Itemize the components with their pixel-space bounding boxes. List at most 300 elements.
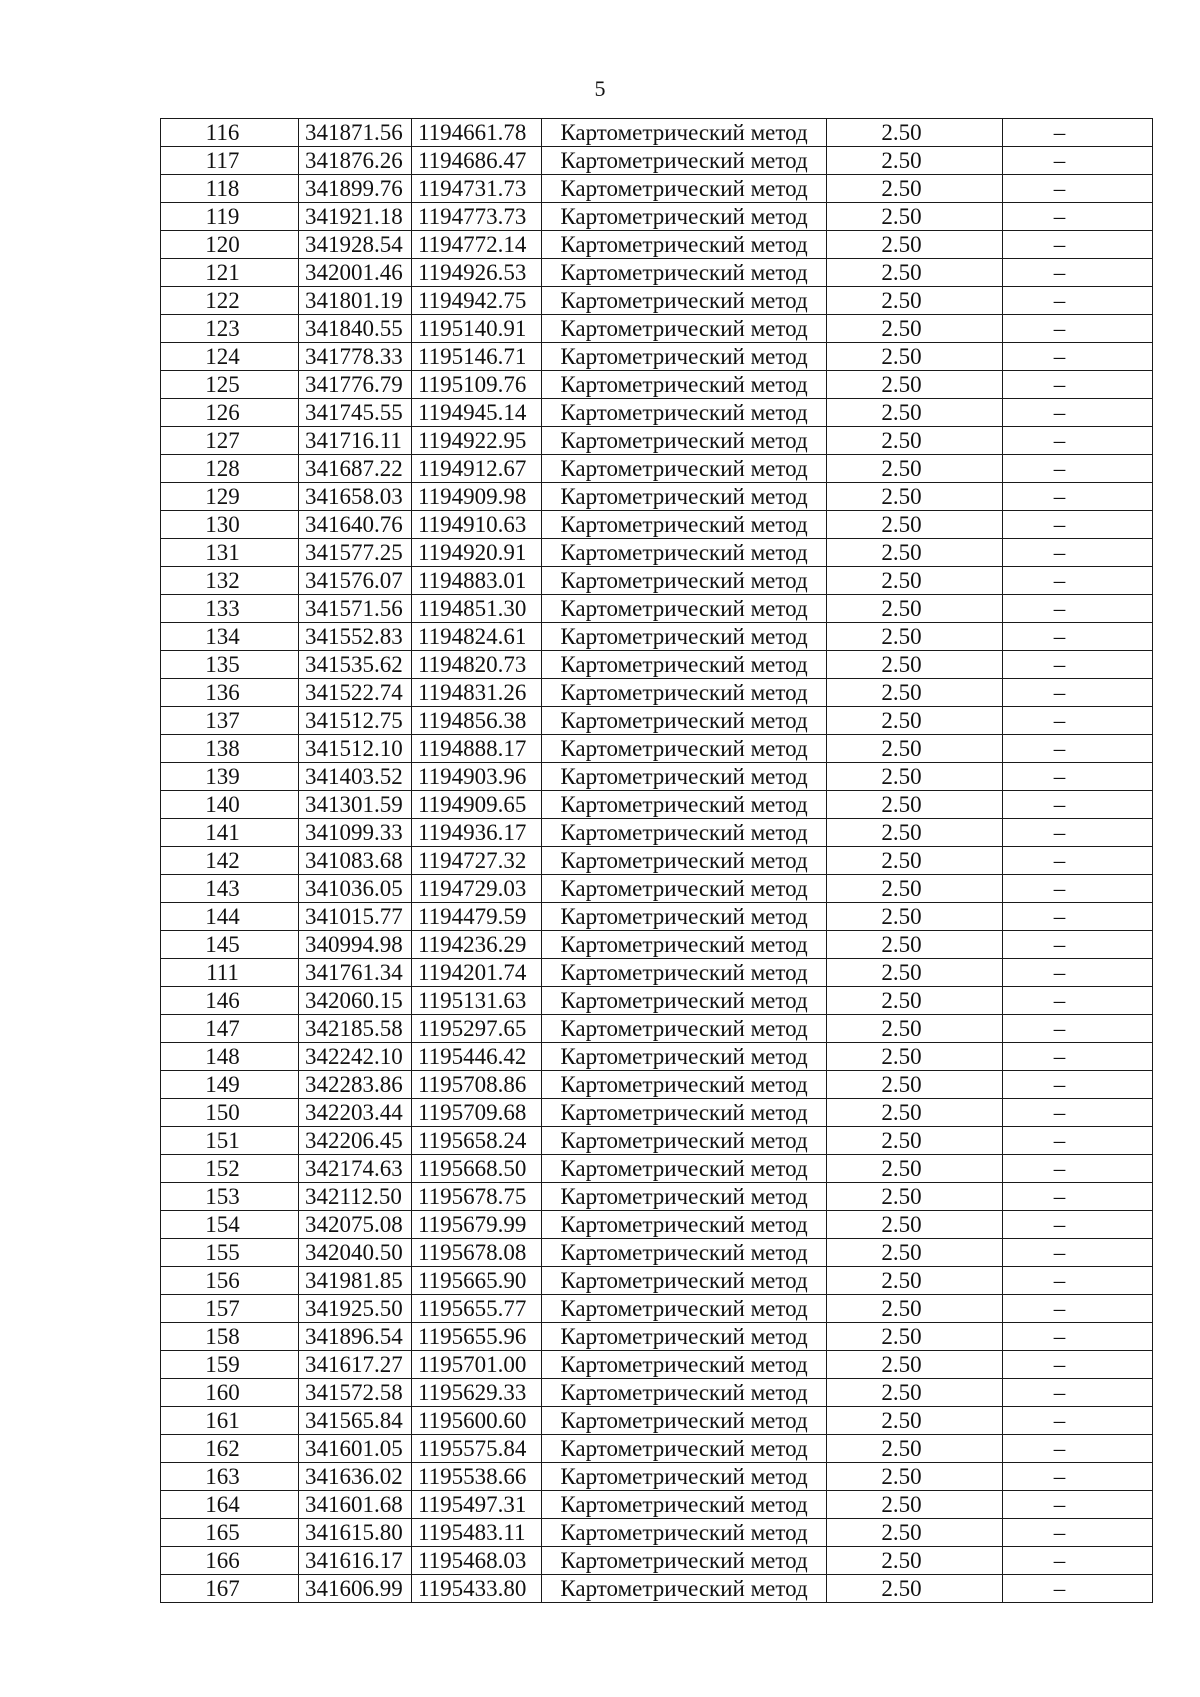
table-row <box>161 315 1153 343</box>
method-cell: Картометрический метод <box>542 1127 827 1155</box>
y-coordinate-cell: 1195629.33 <box>412 1379 542 1407</box>
accuracy-cell: 2.50 <box>827 679 1003 707</box>
method-cell: Картометрический метод <box>542 623 827 651</box>
x-coordinate-cell: 341925.50 <box>299 1295 412 1323</box>
point-number-cell: 166 <box>161 1547 299 1575</box>
point-number-cell: 140 <box>161 791 299 819</box>
point-number-cell: 121 <box>161 259 299 287</box>
accuracy-cell: 2.50 <box>827 1379 1003 1407</box>
x-coordinate-cell: 341876.26 <box>299 147 412 175</box>
y-coordinate-cell: 1194729.03 <box>412 875 542 903</box>
table-row <box>161 1183 1153 1211</box>
table-row <box>161 791 1153 819</box>
note-cell: – <box>1003 819 1153 847</box>
point-number-cell: 158 <box>161 1323 299 1351</box>
method-cell: Картометрический метод <box>542 1547 827 1575</box>
table-row <box>161 231 1153 259</box>
page-number: 5 <box>594 76 606 101</box>
accuracy-cell: 2.50 <box>827 483 1003 511</box>
x-coordinate-cell: 341036.05 <box>299 875 412 903</box>
y-coordinate-cell: 1194772.14 <box>412 231 542 259</box>
accuracy-cell: 2.50 <box>827 175 1003 203</box>
x-coordinate-cell: 341636.02 <box>299 1463 412 1491</box>
accuracy-cell: 2.50 <box>827 1071 1003 1099</box>
table-row <box>161 1575 1153 1603</box>
note-cell: – <box>1003 875 1153 903</box>
x-coordinate-cell: 342203.44 <box>299 1099 412 1127</box>
y-coordinate-cell: 1194909.98 <box>412 483 542 511</box>
y-coordinate-cell: 1194909.65 <box>412 791 542 819</box>
y-coordinate-cell: 1194926.53 <box>412 259 542 287</box>
table-row <box>161 1239 1153 1267</box>
table-row <box>161 931 1153 959</box>
coordinates-table-body <box>161 119 1153 1603</box>
method-cell: Картометрический метод <box>542 679 827 707</box>
y-coordinate-cell: 1194820.73 <box>412 651 542 679</box>
method-cell: Картометрический метод <box>542 1323 827 1351</box>
note-cell: – <box>1003 959 1153 987</box>
note-cell: – <box>1003 315 1153 343</box>
accuracy-cell: 2.50 <box>827 847 1003 875</box>
accuracy-cell: 2.50 <box>827 203 1003 231</box>
table-row <box>161 1127 1153 1155</box>
accuracy-cell: 2.50 <box>827 1351 1003 1379</box>
method-cell: Картометрический метод <box>542 1407 827 1435</box>
x-coordinate-cell: 341522.74 <box>299 679 412 707</box>
method-cell: Картометрический метод <box>542 203 827 231</box>
y-coordinate-cell: 1194236.29 <box>412 931 542 959</box>
accuracy-cell: 2.50 <box>827 259 1003 287</box>
note-cell: – <box>1003 259 1153 287</box>
x-coordinate-cell: 340994.98 <box>299 931 412 959</box>
y-coordinate-cell: 1195483.11 <box>412 1519 542 1547</box>
method-cell: Картометрический метод <box>542 791 827 819</box>
x-coordinate-cell: 341615.80 <box>299 1519 412 1547</box>
table-row <box>161 1463 1153 1491</box>
x-coordinate-cell: 341601.68 <box>299 1491 412 1519</box>
point-number-cell: 165 <box>161 1519 299 1547</box>
x-coordinate-cell: 342075.08 <box>299 1211 412 1239</box>
y-coordinate-cell: 1195468.03 <box>412 1547 542 1575</box>
point-number-cell: 156 <box>161 1267 299 1295</box>
y-coordinate-cell: 1195708.86 <box>412 1071 542 1099</box>
accuracy-cell: 2.50 <box>827 1575 1003 1603</box>
x-coordinate-cell: 341301.59 <box>299 791 412 819</box>
table-row <box>161 1323 1153 1351</box>
y-coordinate-cell: 1194851.30 <box>412 595 542 623</box>
accuracy-cell: 2.50 <box>827 1491 1003 1519</box>
method-cell: Картометрический метод <box>542 399 827 427</box>
point-number-cell: 138 <box>161 735 299 763</box>
method-cell: Картометрический метод <box>542 1239 827 1267</box>
x-coordinate-cell: 342112.50 <box>299 1183 412 1211</box>
method-cell: Картометрический метод <box>542 1519 827 1547</box>
x-coordinate-cell: 341658.03 <box>299 483 412 511</box>
point-number-cell: 144 <box>161 903 299 931</box>
x-coordinate-cell: 341716.11 <box>299 427 412 455</box>
point-number-cell: 123 <box>161 315 299 343</box>
accuracy-cell: 2.50 <box>827 987 1003 1015</box>
y-coordinate-cell: 1194824.61 <box>412 623 542 651</box>
x-coordinate-cell: 341576.07 <box>299 567 412 595</box>
note-cell: – <box>1003 651 1153 679</box>
method-cell: Картометрический метод <box>542 987 827 1015</box>
accuracy-cell: 2.50 <box>827 1127 1003 1155</box>
accuracy-cell: 2.50 <box>827 1155 1003 1183</box>
x-coordinate-cell: 342283.86 <box>299 1071 412 1099</box>
note-cell: – <box>1003 1463 1153 1491</box>
table-row <box>161 595 1153 623</box>
accuracy-cell: 2.50 <box>827 399 1003 427</box>
table-row <box>161 987 1153 1015</box>
note-cell: – <box>1003 1547 1153 1575</box>
x-coordinate-cell: 342040.50 <box>299 1239 412 1267</box>
point-number-cell: 143 <box>161 875 299 903</box>
accuracy-cell: 2.50 <box>827 791 1003 819</box>
method-cell: Картометрический метод <box>542 287 827 315</box>
x-coordinate-cell: 342001.46 <box>299 259 412 287</box>
note-cell: – <box>1003 287 1153 315</box>
accuracy-cell: 2.50 <box>827 1043 1003 1071</box>
point-number-cell: 145 <box>161 931 299 959</box>
note-cell: – <box>1003 147 1153 175</box>
method-cell: Картометрический метод <box>542 1071 827 1099</box>
table-row <box>161 287 1153 315</box>
table-row <box>161 1519 1153 1547</box>
method-cell: Картометрический метод <box>542 819 827 847</box>
table-row <box>161 847 1153 875</box>
y-coordinate-cell: 1194910.63 <box>412 511 542 539</box>
point-number-cell: 124 <box>161 343 299 371</box>
accuracy-cell: 2.50 <box>827 315 1003 343</box>
note-cell: – <box>1003 1211 1153 1239</box>
x-coordinate-cell: 341616.17 <box>299 1547 412 1575</box>
point-number-cell: 155 <box>161 1239 299 1267</box>
point-number-cell: 157 <box>161 1295 299 1323</box>
accuracy-cell: 2.50 <box>827 875 1003 903</box>
note-cell: – <box>1003 791 1153 819</box>
table-row <box>161 679 1153 707</box>
y-coordinate-cell: 1194479.59 <box>412 903 542 931</box>
x-coordinate-cell: 341571.56 <box>299 595 412 623</box>
y-coordinate-cell: 1194731.73 <box>412 175 542 203</box>
y-coordinate-cell: 1195709.68 <box>412 1099 542 1127</box>
x-coordinate-cell: 341099.33 <box>299 819 412 847</box>
x-coordinate-cell: 342185.58 <box>299 1015 412 1043</box>
point-number-cell: 146 <box>161 987 299 1015</box>
point-number-cell: 135 <box>161 651 299 679</box>
y-coordinate-cell: 1194661.78 <box>412 119 542 147</box>
table-row <box>161 1351 1153 1379</box>
table-row <box>161 903 1153 931</box>
note-cell: – <box>1003 119 1153 147</box>
point-number-cell: 129 <box>161 483 299 511</box>
y-coordinate-cell: 1194773.73 <box>412 203 542 231</box>
note-cell: – <box>1003 483 1153 511</box>
note-cell: – <box>1003 539 1153 567</box>
accuracy-cell: 2.50 <box>827 1239 1003 1267</box>
note-cell: – <box>1003 1239 1153 1267</box>
table-row <box>161 1379 1153 1407</box>
point-number-cell: 122 <box>161 287 299 315</box>
table-row <box>161 455 1153 483</box>
point-number-cell: 153 <box>161 1183 299 1211</box>
method-cell: Картометрический метод <box>542 1043 827 1071</box>
method-cell: Картометрический метод <box>542 959 827 987</box>
point-number-cell: 160 <box>161 1379 299 1407</box>
x-coordinate-cell: 341577.25 <box>299 539 412 567</box>
x-coordinate-cell: 342242.10 <box>299 1043 412 1071</box>
point-number-cell: 139 <box>161 763 299 791</box>
x-coordinate-cell: 341535.62 <box>299 651 412 679</box>
accuracy-cell: 2.50 <box>827 539 1003 567</box>
table-row <box>161 119 1153 147</box>
method-cell: Картометрический метод <box>542 595 827 623</box>
method-cell: Картометрический метод <box>542 315 827 343</box>
accuracy-cell: 2.50 <box>827 1435 1003 1463</box>
x-coordinate-cell: 341745.55 <box>299 399 412 427</box>
accuracy-cell: 2.50 <box>827 1323 1003 1351</box>
note-cell: – <box>1003 1519 1153 1547</box>
x-coordinate-cell: 341840.55 <box>299 315 412 343</box>
note-cell: – <box>1003 175 1153 203</box>
method-cell: Картометрический метод <box>542 1211 827 1239</box>
method-cell: Картометрический метод <box>542 903 827 931</box>
method-cell: Картометрический метод <box>542 875 827 903</box>
point-number-cell: 142 <box>161 847 299 875</box>
y-coordinate-cell: 1194922.95 <box>412 427 542 455</box>
point-number-cell: 132 <box>161 567 299 595</box>
coordinates-table-container <box>160 118 1152 1603</box>
x-coordinate-cell: 342174.63 <box>299 1155 412 1183</box>
method-cell: Картометрический метод <box>542 651 827 679</box>
table-row <box>161 1155 1153 1183</box>
x-coordinate-cell: 341083.68 <box>299 847 412 875</box>
method-cell: Картометрический метод <box>542 119 827 147</box>
method-cell: Картометрический метод <box>542 1435 827 1463</box>
method-cell: Картометрический метод <box>542 1463 827 1491</box>
note-cell: – <box>1003 371 1153 399</box>
note-cell: – <box>1003 567 1153 595</box>
y-coordinate-cell: 1195701.00 <box>412 1351 542 1379</box>
note-cell: – <box>1003 1407 1153 1435</box>
method-cell: Картометрический метод <box>542 1491 827 1519</box>
y-coordinate-cell: 1194686.47 <box>412 147 542 175</box>
note-cell: – <box>1003 1435 1153 1463</box>
note-cell: – <box>1003 735 1153 763</box>
method-cell: Картометрический метод <box>542 707 827 735</box>
x-coordinate-cell: 341687.22 <box>299 455 412 483</box>
method-cell: Картометрический метод <box>542 427 827 455</box>
y-coordinate-cell: 1195131.63 <box>412 987 542 1015</box>
accuracy-cell: 2.50 <box>827 763 1003 791</box>
x-coordinate-cell: 341981.85 <box>299 1267 412 1295</box>
accuracy-cell: 2.50 <box>827 931 1003 959</box>
y-coordinate-cell: 1194920.91 <box>412 539 542 567</box>
method-cell: Картометрический метод <box>542 1295 827 1323</box>
x-coordinate-cell: 341617.27 <box>299 1351 412 1379</box>
y-coordinate-cell: 1194942.75 <box>412 287 542 315</box>
point-number-cell: 150 <box>161 1099 299 1127</box>
method-cell: Картометрический метод <box>542 511 827 539</box>
table-row <box>161 1043 1153 1071</box>
table-row <box>161 175 1153 203</box>
method-cell: Картометрический метод <box>542 735 827 763</box>
accuracy-cell: 2.50 <box>827 1211 1003 1239</box>
accuracy-cell: 2.50 <box>827 651 1003 679</box>
y-coordinate-cell: 1195538.66 <box>412 1463 542 1491</box>
y-coordinate-cell: 1195600.60 <box>412 1407 542 1435</box>
point-number-cell: 151 <box>161 1127 299 1155</box>
point-number-cell: 131 <box>161 539 299 567</box>
table-row <box>161 1211 1153 1239</box>
y-coordinate-cell: 1195658.24 <box>412 1127 542 1155</box>
method-cell: Картометрический метод <box>542 847 827 875</box>
x-coordinate-cell: 341552.83 <box>299 623 412 651</box>
method-cell: Картометрический метод <box>542 147 827 175</box>
y-coordinate-cell: 1195655.77 <box>412 1295 542 1323</box>
note-cell: – <box>1003 987 1153 1015</box>
x-coordinate-cell: 342060.15 <box>299 987 412 1015</box>
accuracy-cell: 2.50 <box>827 1519 1003 1547</box>
y-coordinate-cell: 1194945.14 <box>412 399 542 427</box>
table-row <box>161 707 1153 735</box>
point-number-cell: 167 <box>161 1575 299 1603</box>
method-cell: Картометрический метод <box>542 483 827 511</box>
y-coordinate-cell: 1195146.71 <box>412 343 542 371</box>
note-cell: – <box>1003 1323 1153 1351</box>
note-cell: – <box>1003 679 1153 707</box>
note-cell: – <box>1003 595 1153 623</box>
y-coordinate-cell: 1195433.80 <box>412 1575 542 1603</box>
accuracy-cell: 2.50 <box>827 455 1003 483</box>
table-row <box>161 147 1153 175</box>
note-cell: – <box>1003 903 1153 931</box>
y-coordinate-cell: 1194727.32 <box>412 847 542 875</box>
x-coordinate-cell: 341778.33 <box>299 343 412 371</box>
note-cell: – <box>1003 203 1153 231</box>
point-number-cell: 125 <box>161 371 299 399</box>
x-coordinate-cell: 341512.75 <box>299 707 412 735</box>
point-number-cell: 136 <box>161 679 299 707</box>
table-row <box>161 623 1153 651</box>
method-cell: Картометрический метод <box>542 1351 827 1379</box>
note-cell: – <box>1003 1267 1153 1295</box>
method-cell: Картометрический метод <box>542 259 827 287</box>
table-row <box>161 259 1153 287</box>
method-cell: Картометрический метод <box>542 1267 827 1295</box>
y-coordinate-cell: 1195140.91 <box>412 315 542 343</box>
y-coordinate-cell: 1195109.76 <box>412 371 542 399</box>
accuracy-cell: 2.50 <box>827 707 1003 735</box>
y-coordinate-cell: 1195655.96 <box>412 1323 542 1351</box>
table-row <box>161 959 1153 987</box>
note-cell: – <box>1003 1575 1153 1603</box>
accuracy-cell: 2.50 <box>827 1015 1003 1043</box>
y-coordinate-cell: 1195575.84 <box>412 1435 542 1463</box>
y-coordinate-cell: 1194201.74 <box>412 959 542 987</box>
y-coordinate-cell: 1195665.90 <box>412 1267 542 1295</box>
point-number-cell: 118 <box>161 175 299 203</box>
y-coordinate-cell: 1195679.99 <box>412 1211 542 1239</box>
y-coordinate-cell: 1194856.38 <box>412 707 542 735</box>
note-cell: – <box>1003 1379 1153 1407</box>
point-number-cell: 116 <box>161 119 299 147</box>
table-row <box>161 1547 1153 1575</box>
table-row <box>161 1071 1153 1099</box>
method-cell: Картометрический метод <box>542 371 827 399</box>
accuracy-cell: 2.50 <box>827 231 1003 259</box>
point-number-cell: 111 <box>161 959 299 987</box>
table-row <box>161 1407 1153 1435</box>
x-coordinate-cell: 342206.45 <box>299 1127 412 1155</box>
note-cell: – <box>1003 1351 1153 1379</box>
note-cell: – <box>1003 1491 1153 1519</box>
point-number-cell: 141 <box>161 819 299 847</box>
note-cell: – <box>1003 1127 1153 1155</box>
accuracy-cell: 2.50 <box>827 567 1003 595</box>
point-number-cell: 154 <box>161 1211 299 1239</box>
method-cell: Картометрический метод <box>542 343 827 371</box>
note-cell: – <box>1003 1183 1153 1211</box>
x-coordinate-cell: 341928.54 <box>299 231 412 259</box>
table-row <box>161 1099 1153 1127</box>
accuracy-cell: 2.50 <box>827 1099 1003 1127</box>
note-cell: – <box>1003 763 1153 791</box>
point-number-cell: 127 <box>161 427 299 455</box>
x-coordinate-cell: 341640.76 <box>299 511 412 539</box>
method-cell: Картометрический метод <box>542 539 827 567</box>
table-row <box>161 1295 1153 1323</box>
accuracy-cell: 2.50 <box>827 903 1003 931</box>
y-coordinate-cell: 1195446.42 <box>412 1043 542 1071</box>
x-coordinate-cell: 341512.10 <box>299 735 412 763</box>
table-row <box>161 427 1153 455</box>
method-cell: Картометрический метод <box>542 455 827 483</box>
note-cell: – <box>1003 1071 1153 1099</box>
table-row <box>161 1267 1153 1295</box>
method-cell: Картометрический метод <box>542 567 827 595</box>
note-cell: – <box>1003 427 1153 455</box>
table-row <box>161 1491 1153 1519</box>
table-row <box>161 371 1153 399</box>
x-coordinate-cell: 341921.18 <box>299 203 412 231</box>
method-cell: Картометрический метод <box>542 931 827 959</box>
accuracy-cell: 2.50 <box>827 1295 1003 1323</box>
accuracy-cell: 2.50 <box>827 819 1003 847</box>
note-cell: – <box>1003 707 1153 735</box>
table-row <box>161 763 1153 791</box>
accuracy-cell: 2.50 <box>827 287 1003 315</box>
point-number-cell: 161 <box>161 1407 299 1435</box>
x-coordinate-cell: 341896.54 <box>299 1323 412 1351</box>
table-row <box>161 651 1153 679</box>
point-number-cell: 126 <box>161 399 299 427</box>
method-cell: Картометрический метод <box>542 1099 827 1127</box>
accuracy-cell: 2.50 <box>827 1267 1003 1295</box>
accuracy-cell: 2.50 <box>827 1407 1003 1435</box>
point-number-cell: 163 <box>161 1463 299 1491</box>
accuracy-cell: 2.50 <box>827 427 1003 455</box>
note-cell: – <box>1003 1043 1153 1071</box>
method-cell: Картометрический метод <box>542 1379 827 1407</box>
point-number-cell: 128 <box>161 455 299 483</box>
accuracy-cell: 2.50 <box>827 511 1003 539</box>
table-row <box>161 511 1153 539</box>
accuracy-cell: 2.50 <box>827 595 1003 623</box>
table-row <box>161 819 1153 847</box>
accuracy-cell: 2.50 <box>827 623 1003 651</box>
